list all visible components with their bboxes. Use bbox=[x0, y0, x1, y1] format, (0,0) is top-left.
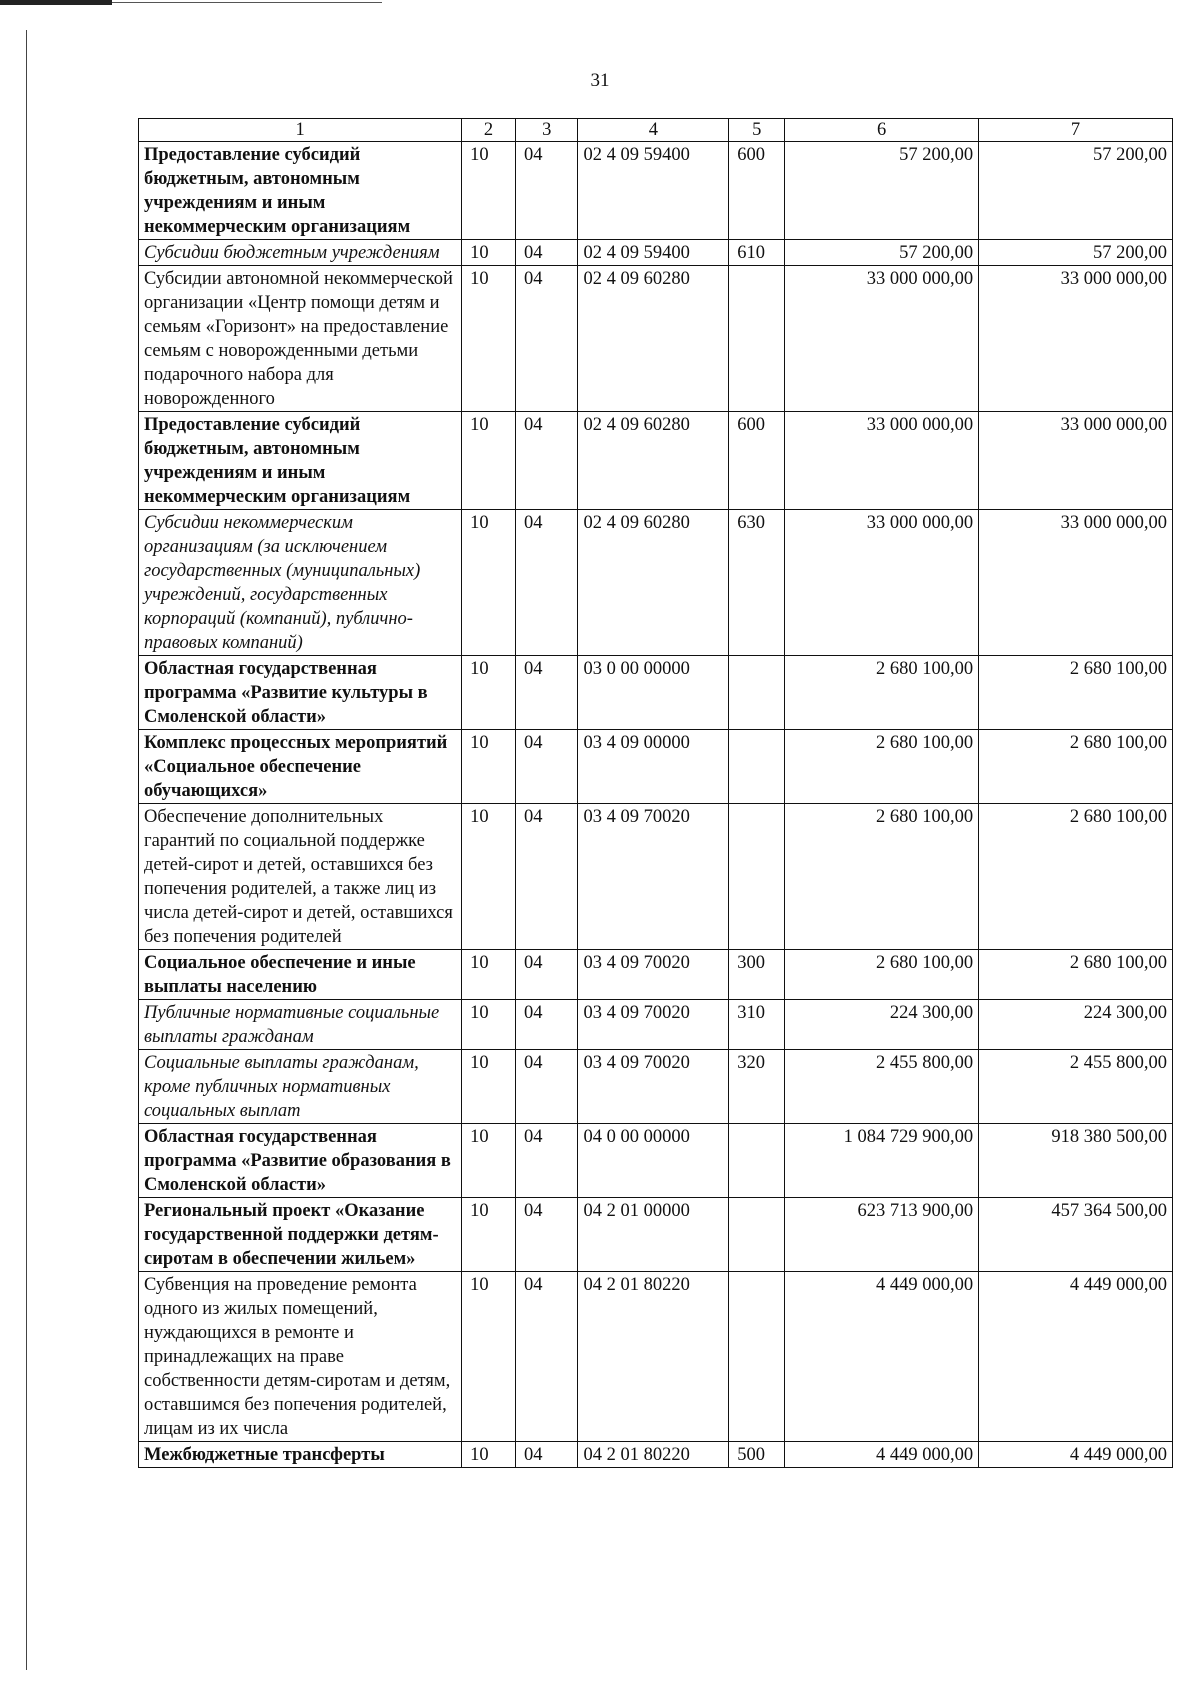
subsection-code-cell: 04 bbox=[515, 1442, 577, 1468]
section-code-cell: 10 bbox=[462, 142, 516, 240]
table-row bbox=[139, 1124, 1173, 1198]
target-article-cell: 02 4 09 60280 bbox=[578, 412, 729, 510]
target-article-cell: 03 4 09 70020 bbox=[578, 1000, 729, 1050]
amount-year2-cell: 4 449 000,00 bbox=[979, 1442, 1173, 1468]
section-code-cell: 10 bbox=[462, 240, 516, 266]
subsection-code-cell: 04 bbox=[515, 240, 577, 266]
table-body bbox=[139, 119, 1173, 1468]
target-article-cell: 04 0 00 00000 bbox=[578, 1124, 729, 1198]
amount-year2-cell: 57 200,00 bbox=[979, 142, 1173, 240]
expense-type-cell: 600 bbox=[729, 142, 785, 240]
subsection-code-cell: 04 bbox=[515, 1272, 577, 1442]
header-cell: 5 bbox=[729, 119, 785, 142]
amount-year1-cell: 33 000 000,00 bbox=[785, 510, 979, 656]
subsection-code-cell: 04 bbox=[515, 656, 577, 730]
table-row bbox=[139, 730, 1173, 804]
section-code-cell: 10 bbox=[462, 950, 516, 1000]
amount-year1-cell: 57 200,00 bbox=[785, 142, 979, 240]
section-code-cell: 10 bbox=[462, 1124, 516, 1198]
expense-type-cell bbox=[729, 1124, 785, 1198]
amount-year1-cell: 2 455 800,00 bbox=[785, 1050, 979, 1124]
target-article-cell: 03 4 09 00000 bbox=[578, 730, 729, 804]
expense-type-cell bbox=[729, 1198, 785, 1272]
table-row bbox=[139, 1198, 1173, 1272]
subsection-code-cell: 04 bbox=[515, 510, 577, 656]
expense-type-cell bbox=[729, 266, 785, 412]
expense-type-cell: 500 bbox=[729, 1442, 785, 1468]
row-name-cell: Межбюджетные трансферты bbox=[139, 1442, 462, 1468]
header-cell: 3 bbox=[515, 119, 577, 142]
section-code-cell: 10 bbox=[462, 266, 516, 412]
row-name-cell: Субвенция на проведение ремонта одного из жилых помещений, нуждающихся в ремонте и принадлежащих на праве собственности детям-сиротам и детям, оставшимся без попечения родителей, лицам из их числа bbox=[139, 1272, 462, 1442]
row-name-cell: Субсидии бюджетным учреждениям bbox=[139, 240, 462, 266]
expense-type-cell: 310 bbox=[729, 1000, 785, 1050]
target-article-cell: 02 4 09 59400 bbox=[578, 142, 729, 240]
section-code-cell: 10 bbox=[462, 1050, 516, 1124]
subsection-code-cell: 04 bbox=[515, 1124, 577, 1198]
amount-year2-cell: 2 680 100,00 bbox=[979, 656, 1173, 730]
row-name-cell: Субсидии некоммерческим организациям (за исключением государственных (муниципальных) учреждений, государственных корпораций (компаний), публично-правовых компаний) bbox=[139, 510, 462, 656]
amount-year1-cell: 33 000 000,00 bbox=[785, 266, 979, 412]
target-article-cell: 03 4 09 70020 bbox=[578, 804, 729, 950]
row-name-cell: Предоставление субсидий бюджетным, автономным учреждениям и иным некоммерческим организациям bbox=[139, 412, 462, 510]
row-name-cell: Областная государственная программа «Развитие образования в Смоленской области» bbox=[139, 1124, 462, 1198]
table-row bbox=[139, 656, 1173, 730]
target-article-cell: 03 4 09 70020 bbox=[578, 950, 729, 1000]
target-article-cell: 04 2 01 80220 bbox=[578, 1272, 729, 1442]
amount-year2-cell: 457 364 500,00 bbox=[979, 1198, 1173, 1272]
row-name-cell: Субсидии автономной некоммерческой организации «Центр помощи детям и семьям «Горизонт» на предоставление семьям с новорожденными детьми подарочного набора для новорожденного bbox=[139, 266, 462, 412]
target-article-cell: 02 4 09 60280 bbox=[578, 266, 729, 412]
table-row bbox=[139, 804, 1173, 950]
expense-type-cell bbox=[729, 656, 785, 730]
subsection-code-cell: 04 bbox=[515, 1000, 577, 1050]
table-row bbox=[139, 1442, 1173, 1468]
row-name-cell: Обеспечение дополнительных гарантий по социальной поддержке детей-сирот и детей, оставшихся без попечения родителей, а также лиц из числа детей-сирот и детей, оставшихся без попечения родителей bbox=[139, 804, 462, 950]
amount-year1-cell: 2 680 100,00 bbox=[785, 730, 979, 804]
amount-year2-cell: 918 380 500,00 bbox=[979, 1124, 1173, 1198]
expense-type-cell: 610 bbox=[729, 240, 785, 266]
row-name-cell: Публичные нормативные социальные выплаты гражданам bbox=[139, 1000, 462, 1050]
table-row bbox=[139, 142, 1173, 240]
amount-year1-cell: 4 449 000,00 bbox=[785, 1442, 979, 1468]
table-header-row bbox=[139, 119, 1173, 142]
table-row bbox=[139, 240, 1173, 266]
row-name-cell: Региональный проект «Оказание государственной поддержки детям-сиротам в обеспечении жильем» bbox=[139, 1198, 462, 1272]
target-article-cell: 02 4 09 59400 bbox=[578, 240, 729, 266]
table-row bbox=[139, 266, 1173, 412]
section-code-cell: 10 bbox=[462, 412, 516, 510]
expense-type-cell: 320 bbox=[729, 1050, 785, 1124]
subsection-code-cell: 04 bbox=[515, 266, 577, 412]
amount-year2-cell: 2 680 100,00 bbox=[979, 804, 1173, 950]
header-cell: 6 bbox=[785, 119, 979, 142]
table-row bbox=[139, 950, 1173, 1000]
scan-edge-top-thin bbox=[112, 2, 382, 3]
header-cell: 7 bbox=[979, 119, 1173, 142]
section-code-cell: 10 bbox=[462, 1442, 516, 1468]
expense-type-cell: 600 bbox=[729, 412, 785, 510]
amount-year2-cell: 224 300,00 bbox=[979, 1000, 1173, 1050]
header-cell: 4 bbox=[578, 119, 729, 142]
row-name-cell: Комплекс процессных мероприятий «Социальное обеспечение обучающихся» bbox=[139, 730, 462, 804]
amount-year2-cell: 2 680 100,00 bbox=[979, 950, 1173, 1000]
amount-year2-cell: 4 449 000,00 bbox=[979, 1272, 1173, 1442]
expense-type-cell bbox=[729, 1272, 785, 1442]
subsection-code-cell: 04 bbox=[515, 412, 577, 510]
row-name-cell: Предоставление субсидий бюджетным, автономным учреждениям и иным некоммерческим организациям bbox=[139, 142, 462, 240]
section-code-cell: 10 bbox=[462, 1272, 516, 1442]
amount-year1-cell: 1 084 729 900,00 bbox=[785, 1124, 979, 1198]
subsection-code-cell: 04 bbox=[515, 142, 577, 240]
amount-year1-cell: 2 680 100,00 bbox=[785, 804, 979, 950]
amount-year2-cell: 2 680 100,00 bbox=[979, 730, 1173, 804]
section-code-cell: 10 bbox=[462, 1198, 516, 1272]
amount-year2-cell: 2 455 800,00 bbox=[979, 1050, 1173, 1124]
section-code-cell: 10 bbox=[462, 804, 516, 950]
amount-year2-cell: 57 200,00 bbox=[979, 240, 1173, 266]
expense-type-cell: 630 bbox=[729, 510, 785, 656]
amount-year1-cell: 2 680 100,00 bbox=[785, 656, 979, 730]
row-name-cell: Областная государственная программа «Развитие культуры в Смоленской области» bbox=[139, 656, 462, 730]
expense-type-cell: 300 bbox=[729, 950, 785, 1000]
page-number: 31 bbox=[590, 70, 610, 91]
row-name-cell: Социальные выплаты гражданам, кроме публичных нормативных социальных выплат bbox=[139, 1050, 462, 1124]
target-article-cell: 02 4 09 60280 bbox=[578, 510, 729, 656]
subsection-code-cell: 04 bbox=[515, 730, 577, 804]
subsection-code-cell: 04 bbox=[515, 1198, 577, 1272]
table-row bbox=[139, 1000, 1173, 1050]
amount-year1-cell: 224 300,00 bbox=[785, 1000, 979, 1050]
target-article-cell: 04 2 01 80220 bbox=[578, 1442, 729, 1468]
amount-year2-cell: 33 000 000,00 bbox=[979, 266, 1173, 412]
amount-year2-cell: 33 000 000,00 bbox=[979, 412, 1173, 510]
section-code-cell: 10 bbox=[462, 730, 516, 804]
section-code-cell: 10 bbox=[462, 656, 516, 730]
amount-year1-cell: 623 713 900,00 bbox=[785, 1198, 979, 1272]
target-article-cell: 04 2 01 00000 bbox=[578, 1198, 729, 1272]
target-article-cell: 03 0 00 00000 bbox=[578, 656, 729, 730]
scan-edge-top bbox=[0, 0, 112, 5]
section-code-cell: 10 bbox=[462, 1000, 516, 1050]
row-name-cell: Социальное обеспечение и иные выплаты населению bbox=[139, 950, 462, 1000]
expense-type-cell bbox=[729, 730, 785, 804]
table-row bbox=[139, 510, 1173, 656]
section-code-cell: 10 bbox=[462, 510, 516, 656]
subsection-code-cell: 04 bbox=[515, 950, 577, 1000]
amount-year1-cell: 4 449 000,00 bbox=[785, 1272, 979, 1442]
subsection-code-cell: 04 bbox=[515, 804, 577, 950]
target-article-cell: 03 4 09 70020 bbox=[578, 1050, 729, 1124]
budget-table bbox=[138, 118, 1173, 1468]
table-row bbox=[139, 1272, 1173, 1442]
header-cell: 2 bbox=[462, 119, 516, 142]
subsection-code-cell: 04 bbox=[515, 1050, 577, 1124]
amount-year2-cell: 33 000 000,00 bbox=[979, 510, 1173, 656]
amount-year1-cell: 2 680 100,00 bbox=[785, 950, 979, 1000]
expense-type-cell bbox=[729, 804, 785, 950]
amount-year1-cell: 57 200,00 bbox=[785, 240, 979, 266]
table-row bbox=[139, 1050, 1173, 1124]
header-cell: 1 bbox=[139, 119, 462, 142]
table-row bbox=[139, 412, 1173, 510]
scan-edge-left bbox=[26, 30, 27, 1670]
amount-year1-cell: 33 000 000,00 bbox=[785, 412, 979, 510]
